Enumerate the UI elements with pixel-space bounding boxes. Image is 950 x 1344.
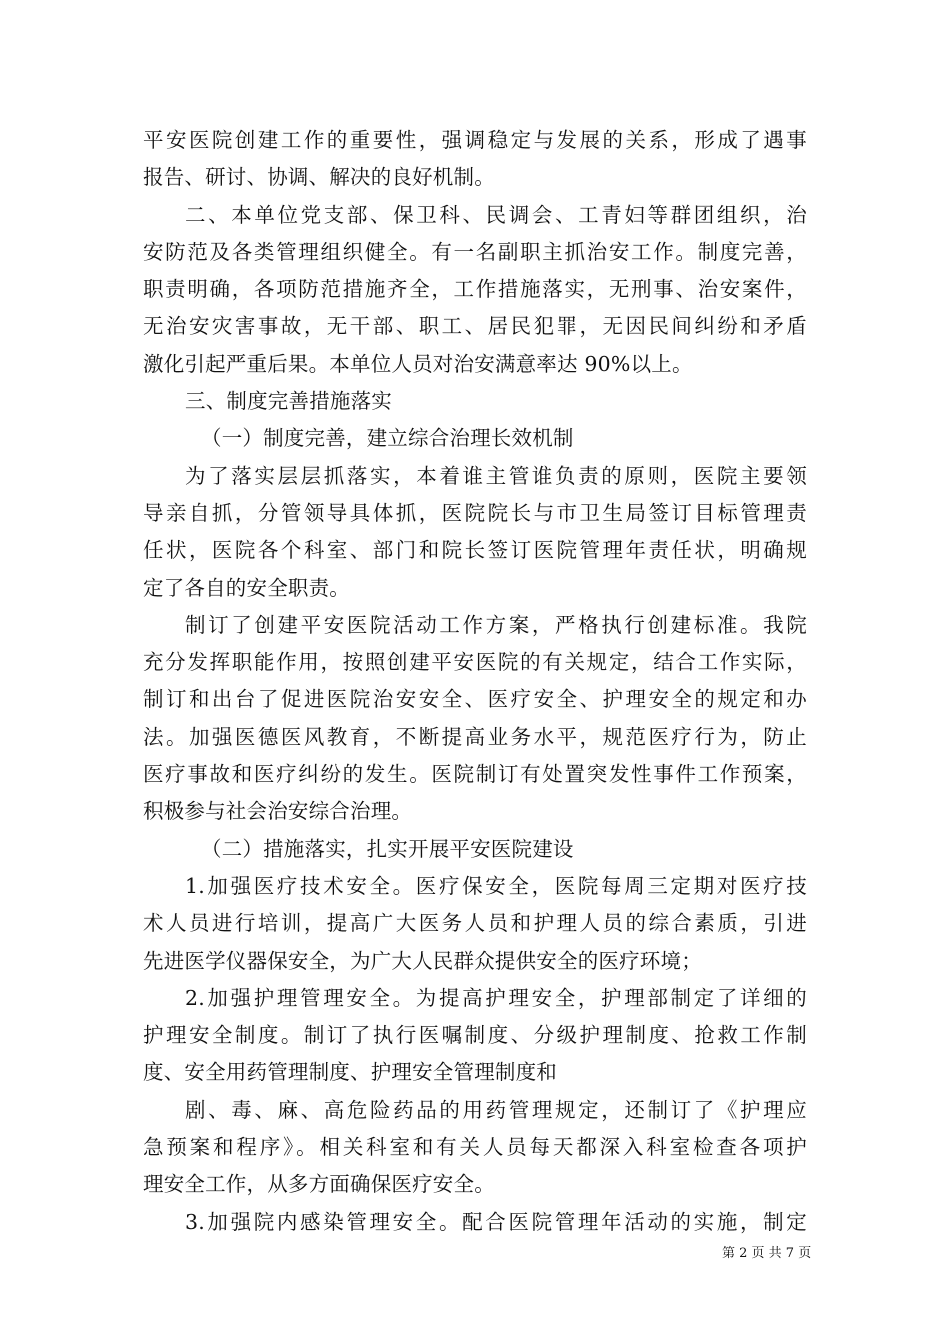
text-line: 理安全工作，从多方面确保医疗安全。 — [143, 1172, 495, 1197]
text-line: 导亲自抓，分管领导具体抓，医院院长与市卫生局签订目标管理责 — [143, 500, 807, 525]
text-line: 医疗事故和医疗纠纷的发生。医院制订有处置突发性事件工作预案， — [143, 762, 807, 787]
text-line: 急预案和程序》。相关科室和有关人员每天都深入科室检查各项护 — [143, 1135, 807, 1160]
text-line: 安防范及各类管理组织健全。有一名副职主抓治安工作。制度完善， — [143, 239, 807, 264]
text-line: 积极参与社会治安综合治理。 — [143, 799, 413, 824]
text-line: 为了落实层层抓落实，本着谁主管谁负责的原则，医院主要领 — [185, 463, 807, 488]
text-line: 先进医学仪器保安全，为广大人民群众提供安全的医疗环境； — [143, 948, 702, 973]
section-heading: 三、制度完善措施落实 — [185, 389, 392, 414]
text-line: 平安医院创建工作的重要性，强调稳定与发展的关系，形成了遇事 — [143, 128, 807, 152]
page-number: 第 2 页 共 7 页 — [722, 1246, 812, 1261]
text-line: 制订和出台了促进医院治安安全、医疗安全、护理安全的规定和办 — [143, 687, 807, 712]
text-line: 3.加强院内感染管理安全。配合医院管理年活动的实施，制定 — [185, 1209, 807, 1234]
text-line: 2.加强护理管理安全。为提高护理安全，护理部制定了详细的 — [185, 985, 807, 1010]
text-line: 剧、毒、麻、高危险药品的用药管理规定，还制订了《护理应 — [185, 1097, 807, 1122]
text-line: 报告、研讨、协调、解决的良好机制。 — [143, 165, 495, 190]
text-line: 度、安全用药管理制度、护理安全管理制度和 — [143, 1060, 557, 1085]
text-line: 护理安全制度。制订了执行医嘱制度、分级护理制度、抢救工作制 — [143, 1023, 807, 1048]
subsection-heading: （二）措施落实，扎实开展平安医院建设 — [201, 836, 574, 861]
text-line: 二、本单位党支部、保卫科、民调会、工青妇等群团组织，治 — [185, 202, 807, 227]
text-line: 1.加强医疗技术安全。医疗保安全，医院每周三定期对医疗技 — [185, 873, 807, 898]
text-line: 术人员进行培训，提高广大医务人员和护理人员的综合素质，引进 — [143, 911, 807, 936]
text-line: 激化引起严重后果。本单位人员对治安满意率达 90%以上。 — [143, 351, 693, 376]
text-line: 无治安灾害事故，无干部、职工、居民犯罪，无因民间纠纷和矛盾 — [143, 314, 807, 339]
text-line: 职责明确，各项防范措施齐全，工作措施落实，无刑事、治安案件， — [143, 277, 807, 302]
text-line: 法。加强医德医风教育，不断提高业务水平，规范医疗行为，防止 — [143, 724, 807, 749]
text-line: 定了各自的安全职责。 — [143, 575, 350, 600]
subsection-heading: （一）制度完善，建立综合治理长效机制 — [201, 426, 574, 451]
text-line: 制订了创建平安医院活动工作方案，严格执行创建标准。我院 — [185, 612, 807, 637]
text-line: 充分发挥职能作用，按照创建平安医院的有关规定，结合工作实际， — [143, 650, 807, 675]
body-text — [143, 122, 807, 1241]
text-line: 任状，医院各个科室、部门和院长签订医院管理年责任状，明确规 — [143, 538, 807, 563]
